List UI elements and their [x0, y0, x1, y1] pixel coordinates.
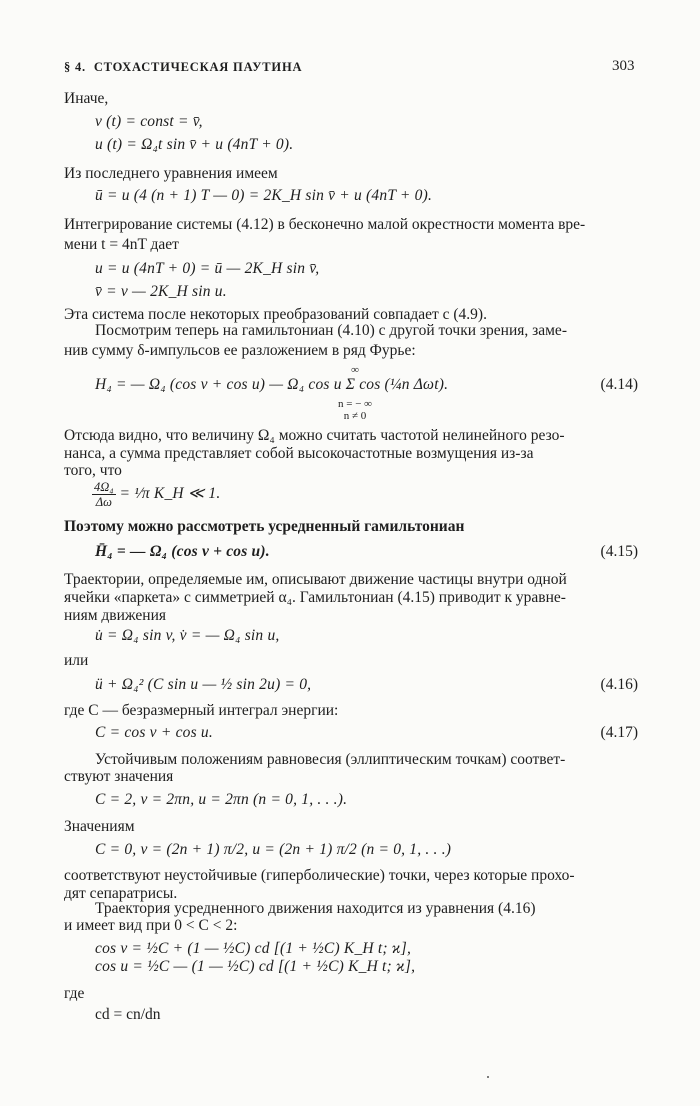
equation-vbar-map: v̄ = v — 2K_H sin u.: [95, 283, 227, 300]
text-line: нанса, а сумма представляет собой высокочастотные возмущения из-за: [64, 445, 534, 462]
sum-upper-limit: ∞: [351, 364, 359, 376]
equation-cos-v: cos v = ½C + (1 — ½C) cd [(1 + ½C) K_H t; ϰ],: [95, 940, 412, 957]
text-line: Посмотрим теперь на гамильтониан (4.10) с другой точки зрения, заме-: [95, 322, 567, 339]
fraction-denominator: Δω: [95, 495, 112, 509]
text-line: ячейки «паркета» с симметрией α₄. Гамильтониан (4.15) приводит к уравне-: [64, 589, 566, 606]
equation-cd: cd = cn/dn: [95, 1006, 161, 1023]
equation-number-4-15: (4.15): [600, 543, 638, 560]
equation-unstable-values: C = 0, v = (2n + 1) π/2, u = (2n + 1) π/2 (n = 0, 1, . . .): [95, 841, 452, 858]
equation-ubar: ū = u (4 (n + 1) T — 0) = 2K_H sin v̄ + u (4nT + 0).: [95, 187, 433, 204]
fraction: [92, 480, 116, 509]
text-line: дят сепаратрисы.: [64, 885, 178, 902]
section-mark: § 4.: [64, 60, 86, 74]
sum-limits: [338, 364, 372, 376]
text-line: где: [64, 985, 85, 1002]
text-line: Из последнего уравнения имеем: [64, 165, 278, 182]
sum-condition: n ≠ 0: [343, 410, 367, 422]
print-speck: [487, 1076, 489, 1078]
equation-H4-bar: H̄₄ = — Ω₄ (cos v + cos u).: [95, 543, 270, 560]
text-line: ниям движения: [64, 607, 167, 624]
text-line: соответствуют неустойчивые (гиперболические) точки, через которые прохо-: [64, 867, 575, 884]
equation-stable-values: C = 2, v = 2πn, u = 2πn (n = 0, 1, . . .).: [95, 791, 348, 808]
equation-H4: H₄ = — Ω₄ (cos v + cos u) — Ω₄ cos u Σ cos (¼n Δωt).: [95, 376, 449, 393]
text-line: где C — безразмерный интеграл энергии:: [64, 702, 339, 719]
equation-number-4-16: (4.16): [600, 676, 638, 693]
text-line: и имеет вид при 0 < C < 2:: [64, 917, 238, 934]
inequality-rest: = ¹⁄π K_H ≪ 1.: [119, 485, 221, 503]
equation-u-t: u (t) = Ω₄t sin v̄ + u (4nT + 0).: [95, 136, 294, 153]
text-line: Иначе,: [64, 90, 109, 107]
equations-of-motion: u̇ = Ω₄ sin v, v̇ = — Ω₄ sin u,: [95, 627, 280, 644]
text-line: нив сумму δ-импульсов ее разложением в ряд Фурье:: [64, 342, 416, 359]
equation-cos-u: cos u = ½C — (1 — ½C) cd [(1 + ½C) K_H t; ϰ],: [95, 958, 416, 975]
equation-4-16: ü + Ω₄² (C sin u — ½ sin 2u) = 0,: [95, 676, 312, 693]
text-line: мени t = 4nT дает: [64, 236, 179, 253]
text-line: Устойчивым положениям равновесия (эллиптическим точкам) соответ-: [95, 751, 566, 768]
fraction-numerator: 4Ω₄: [94, 480, 114, 494]
text-line: Интегрирование системы (4.12) в бесконечно малой окрестности момента вре-: [64, 216, 586, 233]
text-line: того, что: [64, 462, 122, 479]
sum-lower-limits: [330, 398, 380, 422]
sum-lower-limit: n = − ∞: [338, 398, 372, 410]
text-line: Поэтому можно рассмотреть усредненный гамильтониан: [64, 518, 465, 535]
text-line: Отсюда видно, что величину Ω₄ можно считать частотой нелинейного резо-: [64, 427, 565, 444]
page-number: 303: [612, 58, 635, 74]
inequality: [92, 480, 220, 509]
equation-4-17: C = cos v + cos u.: [95, 724, 213, 741]
text-line: Значениям: [64, 818, 135, 835]
text-line: Траектории, определяемые им, описывают движение частицы внутри одной: [64, 571, 567, 588]
text-line: Эта система после некоторых преобразований совпадает с (4.9).: [64, 306, 487, 323]
text-line: или: [64, 652, 89, 669]
equation-v-const: v (t) = const = v̄,: [95, 113, 203, 130]
section-title: СТОХАСТИЧЕСКАЯ ПАУТИНА: [93, 60, 303, 74]
text-line: ствуют значения: [64, 768, 174, 785]
equation-number-4-14: (4.14): [600, 376, 638, 393]
equation-number-4-17: (4.17): [600, 724, 638, 741]
running-header: [64, 60, 302, 75]
text-line: Траектория усредненного движения находится из уравнения (4.16): [95, 900, 536, 917]
equation-u-map: u = u (4nT + 0) = ū — 2K_H sin v̄,: [95, 260, 320, 277]
